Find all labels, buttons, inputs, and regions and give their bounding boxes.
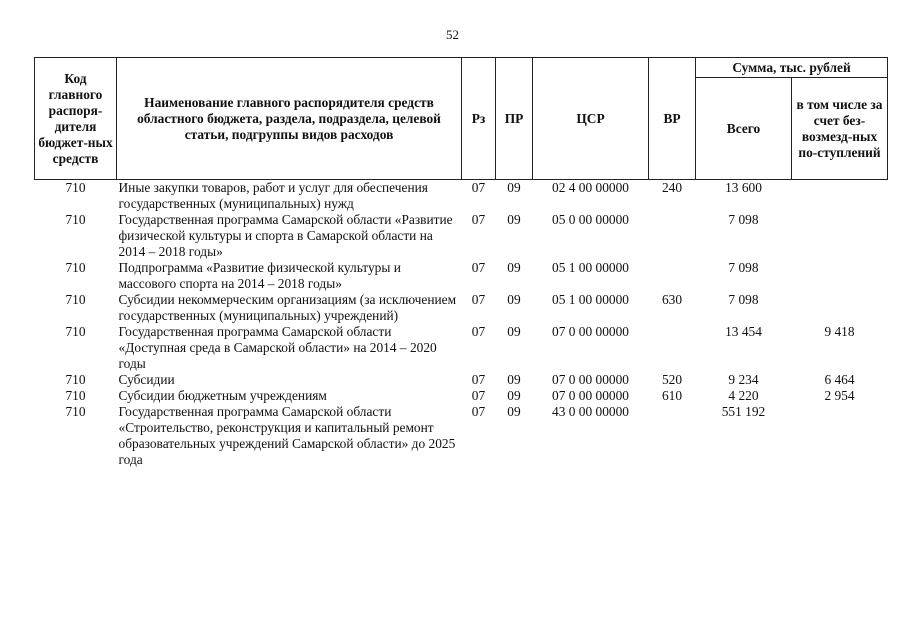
cell-pr: 09 — [507, 180, 521, 195]
cell-rz: 07 — [471, 292, 486, 307]
cell-vr: 610 — [661, 388, 683, 403]
cell-code: 710 — [65, 212, 86, 227]
header-pr: ПР — [496, 58, 533, 180]
cell-total: 7 098 — [728, 212, 759, 227]
cell-rz: 07 — [471, 324, 486, 339]
cell-rz: 07 — [471, 404, 486, 419]
cell-csr: 05 1 00 00000 — [552, 260, 629, 275]
header-vr: ВР — [649, 58, 696, 180]
cell-name: Государственная программа Самарской области «Развитие физической культуры и спорта в Самарской области на 2014 – 2018 годы» — [118, 212, 453, 259]
cell-rz: 07 — [471, 212, 486, 227]
cell-total: 551 192 — [721, 404, 766, 419]
table-row — [35, 372, 888, 388]
cell-pr: 09 — [507, 372, 521, 387]
table-row — [35, 180, 888, 213]
cell-rz: 07 — [471, 260, 486, 275]
table-body — [35, 180, 888, 473]
table-row — [35, 212, 888, 260]
cell-grants: 9 418 — [824, 324, 855, 339]
cell-csr: 43 0 00 00000 — [552, 404, 629, 419]
cell-pr: 09 — [507, 292, 521, 307]
cell-grants — [792, 404, 888, 472]
cell-vr — [649, 260, 696, 292]
cell-grants — [792, 292, 888, 324]
cell-pr: 09 — [507, 324, 521, 339]
cell-csr: 07 0 00 00000 — [552, 372, 629, 387]
cell-rz: 07 — [471, 388, 486, 403]
header-rz: Рз — [462, 58, 496, 180]
header-sum-group: Сумма, тыс. рублей — [696, 58, 888, 78]
table-row — [35, 260, 888, 292]
cell-name: Государственная программа Самарской области «Доступная среда в Самарской области» на 2014 – 2020 годы — [118, 324, 437, 371]
table-header — [35, 58, 888, 180]
cell-code: 710 — [65, 388, 86, 403]
cell-code: 710 — [65, 260, 86, 275]
cell-total: 9 234 — [728, 372, 759, 387]
cell-pr: 09 — [507, 404, 521, 419]
cell-csr: 05 1 00 00000 — [552, 292, 629, 307]
cell-pr: 09 — [507, 388, 521, 403]
table-row — [35, 388, 888, 404]
cell-grants — [792, 180, 888, 213]
header-total: Всего — [696, 78, 792, 180]
cell-vr: 630 — [661, 292, 683, 307]
cell-grants: 6 464 — [824, 372, 855, 387]
cell-code: 710 — [65, 180, 86, 195]
cell-vr — [649, 404, 696, 472]
header-csr: ЦСР — [533, 58, 649, 180]
cell-csr: 07 0 00 00000 — [552, 388, 629, 403]
cell-total: 13 600 — [725, 180, 762, 195]
cell-code: 710 — [65, 324, 86, 339]
header-grants: в том числе за счет без-возмезд-ных по-ступлений — [792, 78, 888, 180]
cell-csr: 05 0 00 00000 — [552, 212, 629, 227]
cell-grants — [792, 260, 888, 292]
cell-name: Государственная программа Самарской области «Строительство, реконструкция и капитальный ремонт образовательных учреждений Самарской области» до 2025 года — [118, 404, 456, 467]
cell-pr: 09 — [507, 260, 521, 275]
cell-code: 710 — [65, 292, 86, 307]
cell-total: 4 220 — [728, 388, 759, 403]
table-row — [35, 292, 888, 324]
header-name: Наименование главного распорядителя средств областного бюджета, раздела, подраздела, целевой статьи, подгруппы видов расходов — [117, 58, 462, 180]
cell-name: Подпрограмма «Развитие физической культуры и массового спорта на 2014 – 2018 годы» — [118, 260, 401, 291]
table-row — [35, 404, 888, 472]
table-row — [35, 324, 888, 372]
page-number: 52 — [446, 27, 459, 42]
budget-table — [34, 57, 888, 472]
header-code: Код главного распоря-дителя бюджет-ных средств — [35, 58, 117, 180]
cell-vr — [649, 324, 696, 372]
cell-rz: 07 — [471, 180, 486, 195]
cell-name: Иные закупки товаров, работ и услуг для обеспечения государственных (муниципальных) нужд — [118, 180, 428, 211]
cell-grants — [792, 212, 888, 260]
cell-total: 7 098 — [728, 292, 759, 307]
cell-vr: 520 — [661, 372, 683, 387]
cell-pr: 09 — [507, 212, 521, 227]
cell-code: 710 — [65, 404, 86, 419]
cell-name: Субсидии — [118, 372, 175, 387]
cell-total: 13 454 — [725, 324, 762, 339]
cell-csr: 07 0 00 00000 — [552, 324, 629, 339]
cell-vr: 240 — [661, 180, 683, 195]
cell-code: 710 — [65, 372, 86, 387]
cell-grants: 2 954 — [824, 388, 855, 403]
cell-vr — [649, 212, 696, 260]
cell-csr: 02 4 00 00000 — [552, 180, 629, 195]
cell-total: 7 098 — [728, 260, 759, 275]
cell-rz: 07 — [471, 372, 486, 387]
cell-name: Субсидии некоммерческим организациям (за исключением государственных (муниципальных) учреждений) — [118, 292, 457, 323]
cell-name: Субсидии бюджетным учреждениям — [118, 388, 327, 403]
